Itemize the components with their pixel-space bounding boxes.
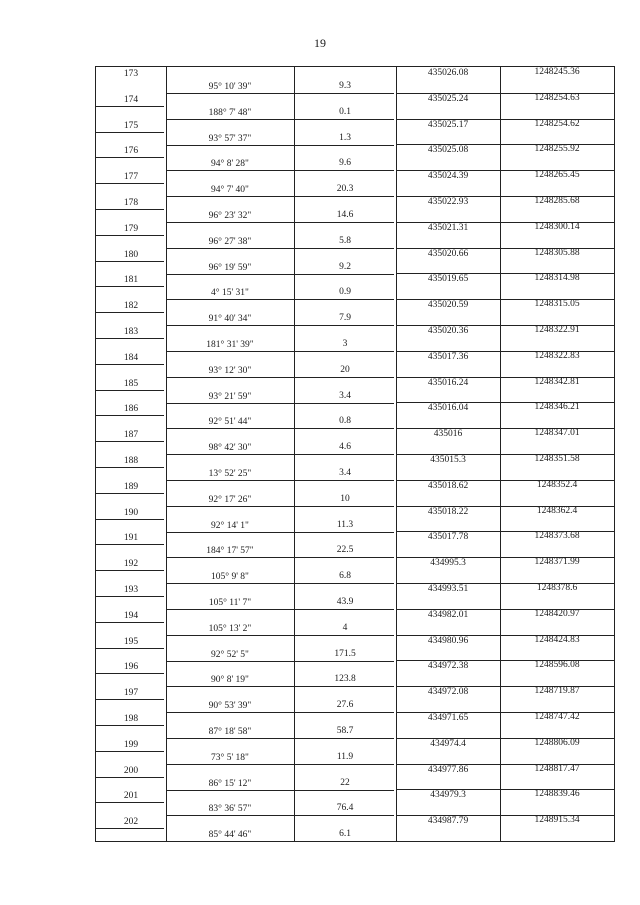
angle-value: 93° 21' 59" — [208, 391, 252, 402]
angle-underline — [166, 790, 394, 791]
distance-value: 11.3 — [336, 519, 354, 530]
distance-value: 9.6 — [339, 158, 351, 169]
angle-underline — [166, 222, 394, 223]
row-divider-right — [396, 248, 614, 249]
point-number: 188 — [123, 456, 139, 466]
x-coordinate: 434979.3 — [430, 790, 466, 801]
angle-underline — [166, 403, 394, 404]
row-divider-left — [96, 364, 164, 365]
angle-underline — [166, 815, 394, 816]
angle-value: 92° 51' 44" — [208, 417, 252, 428]
y-coordinate: 1248255.92 — [534, 144, 580, 155]
row-divider-right — [396, 712, 614, 713]
x-coordinate: 434987.79 — [427, 816, 469, 827]
distance-value: 6.1 — [339, 829, 351, 840]
y-coordinate: 1248315.05 — [534, 299, 580, 310]
point-number: 189 — [123, 481, 139, 492]
angle-value: 87° 18' 58" — [208, 727, 252, 737]
distance-value: 11.9 — [336, 751, 354, 762]
row-divider-left — [96, 544, 164, 545]
row-divider-left — [96, 751, 164, 752]
angle-underline — [166, 532, 394, 533]
row-divider-left — [96, 673, 164, 674]
row-divider-right — [396, 144, 614, 145]
row-divider-left — [96, 467, 164, 468]
row-divider-left — [96, 286, 164, 287]
row-divider-left — [96, 828, 164, 829]
x-coordinate: 435016.04 — [427, 403, 469, 414]
angle-value: 96° 23' 32" — [208, 211, 252, 221]
point-number: 187 — [123, 430, 139, 441]
point-number: 196 — [123, 662, 139, 673]
x-coordinate: 434971.65 — [427, 713, 469, 723]
x-coordinate: 434995.3 — [430, 558, 466, 569]
x-coordinate: 435021.31 — [427, 222, 469, 233]
angle-value: 105° 11' 7" — [208, 598, 252, 608]
row-divider-left — [96, 157, 164, 158]
point-number: 199 — [123, 739, 139, 750]
angle-underline — [166, 196, 394, 197]
row-divider-left — [96, 596, 164, 597]
row-divider-left — [96, 209, 164, 210]
distance-value: 4.6 — [339, 442, 351, 453]
row-divider-left — [96, 415, 164, 416]
row-divider-left — [96, 441, 164, 442]
point-number: 176 — [123, 146, 139, 157]
x-coordinate: 434993.51 — [427, 584, 469, 594]
point-number: 194 — [123, 610, 139, 621]
x-coordinate: 435016 — [433, 429, 463, 440]
row-divider-left — [96, 261, 164, 262]
angle-underline — [166, 712, 394, 713]
x-coordinate: 435024.39 — [427, 171, 469, 182]
distance-value: 14.6 — [336, 210, 354, 220]
angle-value: 4° 15' 31" — [211, 288, 249, 299]
row-divider-right — [396, 686, 614, 687]
y-coordinate: 1248352.4 — [536, 479, 578, 490]
angle-underline — [166, 299, 394, 300]
angle-underline — [166, 583, 394, 584]
row-divider-right — [396, 660, 614, 661]
row-divider-right — [396, 454, 614, 455]
angle-underline — [166, 686, 394, 687]
page-number: 19 — [314, 36, 326, 50]
x-coordinate: 435025.24 — [427, 93, 469, 104]
angle-value: 93° 57' 37" — [208, 133, 252, 144]
point-number: 184 — [123, 352, 139, 363]
row-divider-right — [396, 402, 614, 403]
y-coordinate: 1248817.47 — [534, 763, 580, 774]
point-number: 202 — [123, 817, 139, 828]
angle-underline — [166, 145, 394, 146]
x-coordinate: 435015.3 — [430, 455, 466, 465]
angle-underline — [166, 738, 394, 739]
distance-value: 4 — [342, 622, 348, 633]
distance-value: 171.5 — [334, 648, 356, 659]
x-coordinate: 435019.65 — [427, 274, 469, 285]
row-divider-left — [96, 235, 164, 236]
angle-underline — [166, 557, 394, 558]
angle-value: 184° 17' 57" — [206, 546, 254, 557]
distance-value: 0.9 — [339, 287, 351, 298]
y-coordinate: 1248322.91 — [534, 325, 580, 335]
distance-value: 123.8 — [334, 674, 356, 685]
row-divider-right — [396, 583, 614, 584]
row-divider-right — [396, 222, 614, 223]
row-divider-left — [96, 648, 164, 649]
row-divider-left — [96, 570, 164, 571]
angle-underline — [166, 454, 394, 455]
y-coordinate: 1248747.42 — [534, 712, 580, 722]
y-coordinate: 1248254.62 — [534, 118, 580, 129]
point-number: 198 — [123, 714, 139, 724]
point-number: 181 — [123, 275, 139, 286]
row-divider-left — [96, 390, 164, 391]
row-divider-right — [396, 789, 614, 790]
angle-underline — [166, 506, 394, 507]
x-coordinate: 434972.38 — [427, 661, 469, 672]
row-divider-left — [96, 312, 164, 313]
x-coordinate: 434972.08 — [427, 687, 469, 698]
y-coordinate: 1248915.34 — [534, 815, 580, 826]
row-divider-right — [396, 609, 614, 610]
angle-value: 91° 40' 34" — [208, 314, 252, 325]
distance-value: 3 — [342, 339, 348, 349]
angle-value: 98° 42' 30" — [208, 443, 252, 454]
point-number: 195 — [123, 636, 139, 647]
row-divider-right — [396, 738, 614, 739]
angle-value: 181° 31' 39" — [206, 340, 254, 350]
angle-value: 96° 27' 38" — [208, 236, 252, 247]
distance-value: 3.4 — [339, 468, 351, 478]
angle-value: 188° 7' 48" — [208, 107, 252, 118]
point-number: 200 — [123, 765, 139, 776]
angle-value: 96° 19' 59" — [208, 262, 252, 273]
angle-value: 83° 36' 57" — [208, 804, 252, 815]
angle-underline — [166, 377, 394, 378]
y-coordinate: 1248378.6 — [536, 583, 578, 593]
distance-value: 0.8 — [339, 416, 351, 427]
y-coordinate: 1248371.99 — [534, 557, 580, 568]
x-coordinate: 435020.59 — [427, 300, 469, 311]
row-divider-right — [396, 299, 614, 300]
angle-underline — [166, 661, 394, 662]
y-coordinate: 1248322.83 — [534, 350, 580, 361]
row-divider-right — [396, 196, 614, 197]
x-coordinate: 435017.78 — [427, 532, 469, 543]
y-coordinate: 1248424.83 — [534, 634, 580, 645]
y-coordinate: 1248373.68 — [534, 531, 580, 542]
x-coordinate: 435017.36 — [427, 351, 469, 362]
row-divider-right — [396, 815, 614, 816]
point-number: 191 — [123, 533, 139, 544]
x-coordinate: 435016.24 — [427, 377, 469, 388]
y-coordinate: 1248342.81 — [534, 376, 580, 387]
distance-value: 3.4 — [339, 390, 351, 401]
x-coordinate: 435025.17 — [427, 119, 469, 130]
distance-value: 58.7 — [336, 726, 354, 736]
row-divider-right — [396, 170, 614, 171]
angle-underline — [166, 764, 394, 765]
angle-value: 93° 12' 30" — [208, 365, 252, 376]
angle-underline — [166, 170, 394, 171]
distance-value: 22 — [340, 777, 350, 788]
distance-value: 20.3 — [336, 184, 354, 195]
row-divider-left — [96, 725, 164, 726]
distance-value: 7.9 — [339, 313, 351, 324]
y-coordinate: 1248362.4 — [536, 505, 578, 516]
angle-value: 90° 8' 19" — [211, 675, 249, 686]
row-divider-right — [396, 119, 614, 120]
distance-value: 1.3 — [339, 132, 351, 143]
distance-value: 27.6 — [336, 700, 354, 711]
y-coordinate: 1248806.09 — [534, 737, 580, 748]
distance-value: 0.1 — [339, 106, 351, 117]
angle-underline — [166, 248, 394, 249]
row-divider-right — [396, 506, 614, 507]
y-coordinate: 1248254.63 — [534, 92, 580, 103]
distance-value: 10 — [340, 493, 350, 504]
y-coordinate: 1248285.68 — [534, 196, 580, 206]
point-number: 201 — [123, 791, 139, 802]
angle-underline — [166, 119, 394, 120]
row-divider-left — [96, 699, 164, 700]
row-divider-right — [396, 377, 614, 378]
angle-underline — [166, 841, 394, 842]
angle-value: 105° 13' 2" — [208, 623, 252, 634]
distance-value: 6.8 — [339, 571, 351, 582]
row-divider-right — [396, 557, 614, 558]
angle-underline — [166, 93, 394, 94]
y-coordinate: 1248300.14 — [534, 221, 580, 232]
point-number: 186 — [123, 404, 139, 415]
point-number: 192 — [123, 559, 139, 570]
distance-value: 9.2 — [339, 261, 351, 272]
distance-value: 9.3 — [339, 81, 351, 91]
y-coordinate: 1248839.46 — [534, 789, 580, 800]
row-divider-left — [96, 777, 164, 778]
y-coordinate: 1248245.36 — [534, 67, 580, 77]
distance-value: 76.4 — [336, 803, 354, 814]
point-number: 180 — [123, 249, 139, 260]
point-number: 178 — [123, 198, 139, 208]
angle-value: 94° 8' 28" — [211, 159, 249, 170]
distance-value: 43.9 — [336, 597, 354, 607]
y-coordinate: 1248314.98 — [534, 273, 580, 284]
point-number: 182 — [123, 301, 139, 312]
row-divider-right — [396, 273, 614, 274]
y-coordinate: 1248305.88 — [534, 247, 580, 258]
point-number: 197 — [123, 688, 139, 699]
distance-value: 20 — [340, 364, 350, 375]
angle-value: 105° 9' 8" — [211, 572, 249, 583]
angle-underline — [166, 480, 394, 481]
row-divider-right — [396, 325, 614, 326]
angle-value: 94° 7' 40" — [211, 185, 249, 196]
point-number: 190 — [123, 507, 139, 518]
point-number: 175 — [123, 120, 139, 131]
distance-value: 22.5 — [336, 545, 354, 556]
row-divider-left — [96, 132, 164, 133]
angle-value: 92° 17' 26" — [208, 494, 252, 505]
angle-value: 85° 44' 46" — [208, 830, 252, 841]
row-divider-right — [396, 635, 614, 636]
x-coordinate: 434982.01 — [427, 609, 469, 620]
x-coordinate: 435018.62 — [427, 480, 469, 491]
row-divider-right — [396, 351, 614, 352]
angle-underline — [166, 351, 394, 352]
y-coordinate: 1248265.45 — [534, 170, 580, 181]
row-divider-right — [396, 531, 614, 532]
row-divider-left — [96, 622, 164, 623]
x-coordinate: 435022.93 — [427, 197, 469, 207]
row-divider-left — [96, 519, 164, 520]
angle-underline — [166, 274, 394, 275]
angle-underline — [166, 635, 394, 636]
row-divider-right — [396, 428, 614, 429]
angle-value: 92° 52' 5" — [211, 649, 249, 660]
row-divider-right — [396, 93, 614, 94]
angle-value: 95° 10' 39" — [208, 82, 252, 92]
distance-value: 5.8 — [339, 235, 351, 246]
angle-underline — [166, 325, 394, 326]
y-coordinate: 1248420.97 — [534, 608, 580, 619]
row-divider-left — [96, 106, 164, 107]
coordinates-table — [95, 66, 615, 842]
x-coordinate: 434974.4 — [430, 738, 466, 749]
point-number: 185 — [123, 378, 139, 389]
angle-value: 86° 15' 12" — [208, 778, 252, 789]
y-coordinate: 1248347.01 — [534, 428, 580, 439]
x-coordinate: 435025.08 — [427, 145, 469, 156]
row-divider-right — [396, 764, 614, 765]
y-coordinate: 1248346.21 — [534, 402, 580, 413]
point-number: 183 — [123, 327, 139, 337]
x-coordinate: 435018.22 — [427, 506, 469, 517]
angle-underline — [166, 428, 394, 429]
point-number: 173 — [123, 69, 139, 79]
y-coordinate: 1248596.08 — [534, 660, 580, 671]
row-divider-left — [96, 493, 164, 494]
angle-value: 90° 53' 39" — [208, 701, 252, 712]
point-number: 177 — [123, 172, 139, 183]
point-number: 193 — [123, 585, 139, 595]
angle-value: 73° 5' 18" — [211, 752, 249, 763]
angle-value: 92° 14' 1" — [211, 520, 249, 531]
y-coordinate: 1248719.87 — [534, 686, 580, 697]
row-divider-left — [96, 802, 164, 803]
angle-underline — [166, 609, 394, 610]
y-coordinate: 1248351.58 — [534, 454, 580, 464]
point-number: 179 — [123, 223, 139, 234]
row-divider-left — [96, 183, 164, 184]
x-coordinate: 435020.66 — [427, 248, 469, 259]
angle-value: 13° 52' 25" — [208, 469, 252, 479]
x-coordinate: 434977.86 — [427, 764, 469, 775]
row-divider-left — [96, 338, 164, 339]
row-divider-right — [396, 480, 614, 481]
x-coordinate: 434980.96 — [427, 635, 469, 646]
x-coordinate: 435026.08 — [427, 68, 469, 78]
point-number: 174 — [123, 94, 139, 105]
x-coordinate: 435020.36 — [427, 326, 469, 336]
